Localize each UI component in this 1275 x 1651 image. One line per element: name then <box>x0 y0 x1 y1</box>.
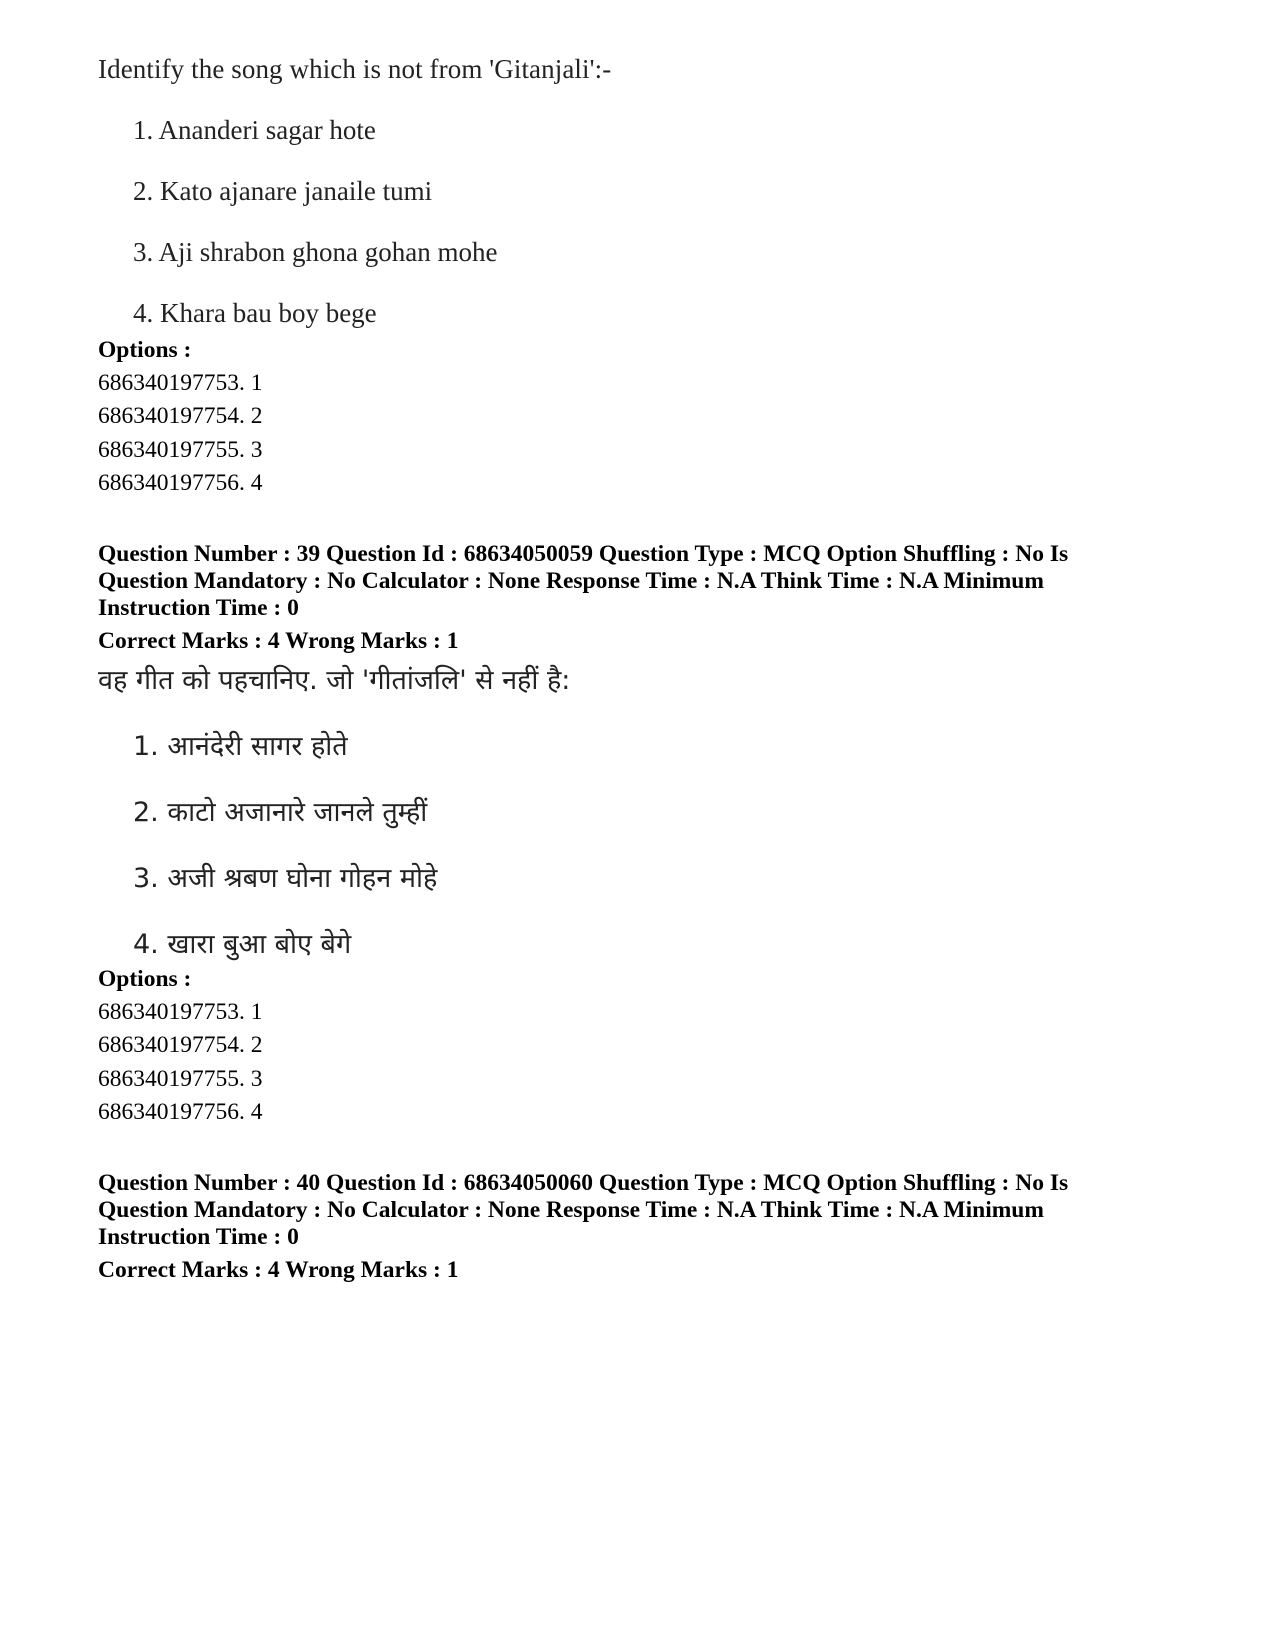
q38-item-1: 1. Ananderi sagar hote <box>133 115 376 145</box>
q38-option-3: 686340197755. 3 <box>98 437 263 463</box>
q38-option-2: 686340197754. 2 <box>98 403 263 429</box>
q39-item-3: 3. अजी श्रबण घोना गोहन मोहे <box>133 863 438 894</box>
q39-item-1: 1. आनंदेरी सागर होते <box>133 731 348 762</box>
q39-option-4: 686340197756. 4 <box>98 1099 263 1125</box>
q39-meta-line-1: Question Number : 39 Question Id : 68634050059 Question Type : MCQ Option Shuffling : No Is <box>98 541 1069 567</box>
q38-item-3: 3. Aji shrabon ghona gohan mohe <box>133 237 498 267</box>
q40-meta-line-2: Question Mandatory : No Calculator : None Response Time : N.A Think Time : N.A Minimum <box>98 1197 1044 1223</box>
q39-meta-line-2: Question Mandatory : No Calculator : None Response Time : N.A Think Time : N.A Minimum <box>98 568 1044 594</box>
q39-option-2: 686340197754. 2 <box>98 1032 263 1058</box>
q38-option-4: 686340197756. 4 <box>98 470 263 496</box>
q40-meta-line-3: Instruction Time : 0 <box>98 1224 299 1250</box>
q39-item-2: 2. काटो अजानारे जानले तुम्हीं <box>133 797 428 828</box>
q39-option-1: 686340197753. 1 <box>98 999 263 1025</box>
q38-item-4: 4. Khara bau boy bege <box>133 298 377 328</box>
q39-option-3: 686340197755. 3 <box>98 1066 263 1092</box>
q38-option-1: 686340197753. 1 <box>98 370 263 396</box>
q39-options-label: Options : <box>98 966 192 992</box>
q40-marks: Correct Marks : 4 Wrong Marks : 1 <box>98 1257 459 1283</box>
q39-meta-line-3: Instruction Time : 0 <box>98 595 299 621</box>
q39-question-text: वह गीत को पहचानिए. जो 'गीतांजलि' से नहीं है: <box>98 665 571 696</box>
q38-question-text: Identify the song which is not from 'Gitanjali':- <box>98 54 612 84</box>
q40-meta-line-1: Question Number : 40 Question Id : 68634050060 Question Type : MCQ Option Shuffling : No Is <box>98 1170 1069 1196</box>
q39-item-4: 4. खारा बुआ बोए बेगे <box>133 929 352 960</box>
q38-item-2: 2. Kato ajanare janaile tumi <box>133 176 433 206</box>
q38-options-label: Options : <box>98 337 192 363</box>
q39-marks: Correct Marks : 4 Wrong Marks : 1 <box>98 628 459 654</box>
